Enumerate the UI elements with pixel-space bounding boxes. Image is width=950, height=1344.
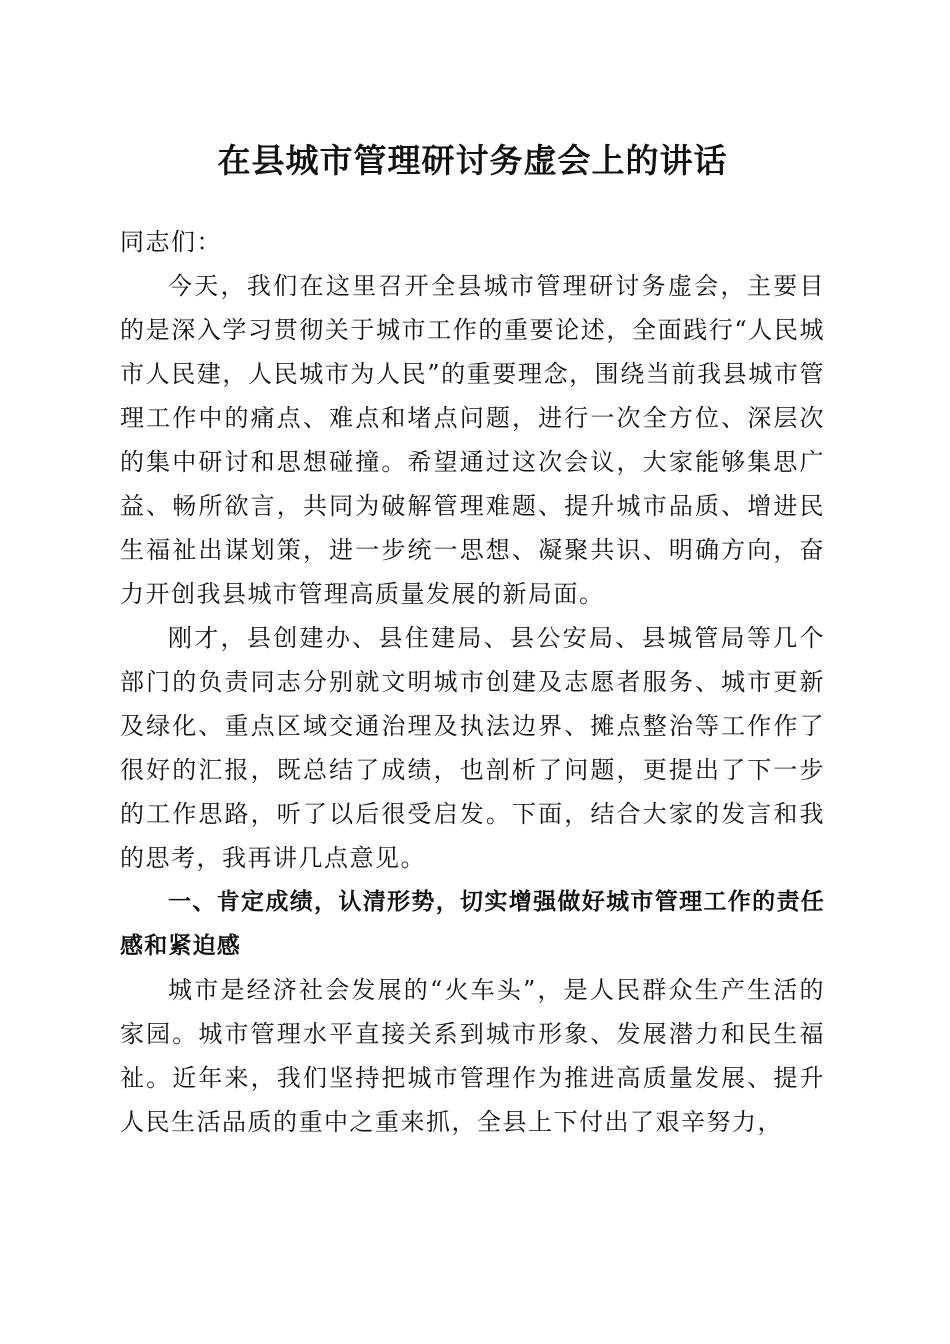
paragraph-opening: 今天，我们在这里召开全县城市管理研讨务虚会，主要目的是深入学习贯彻关于城市工作的重要论述，全面践行“人民城市人民建，人民城市为人民”的重要理念，围绕当前我县城市管理工作中的痛点、难点和堵点问题，进行一次全方位、深层次的集中研讨和思想碰撞。希望通过这次会议，大家能够集思广益、畅所欲言，共同为破解管理难题、提升城市品质、增进民生福祉出谋划策，进一步统一思想、凝聚共识、明确方向，奋力开创我县城市管理高质量发展的新局面。	[120, 272, 825, 608]
salutation: 同志们：	[120, 228, 222, 256]
document-title: 在县城市管理研讨务虚会上的讲话	[217, 141, 728, 180]
paragraph-reports: 刚才，县创建办、县住建局、县公安局、县城管局等几个部门的负责同志分别就文明城市创建及志愿者服务、城市更新及绿化、重点区域交通治理及执法边界、摊点整治等工作作了很好的汇报，既总结了成绩，也剖析了问题，更提出了下一步的工作思路，听了以后很受启发。下面，结合大家的发言和我的思考，我再讲几点意见。	[120, 624, 825, 872]
section-heading-1: 一、肯定成绩，认清形势，切实增强做好城市管理工作的责任感和紧迫感	[120, 889, 825, 959]
document-page	[120, 0, 825, 1144]
document-body	[120, 220, 825, 1144]
section-1-paragraph: 城市是经济社会发展的“火车头”，是人民群众生产生活的家园。城市管理水平直接关系到城市形象、发展潜力和民生福祉。近年来，我们坚持把城市管理作为推进高质量发展、提升人民生活品质的重中之重来抓，全县上下付出了艰辛努力，	[120, 976, 825, 1136]
